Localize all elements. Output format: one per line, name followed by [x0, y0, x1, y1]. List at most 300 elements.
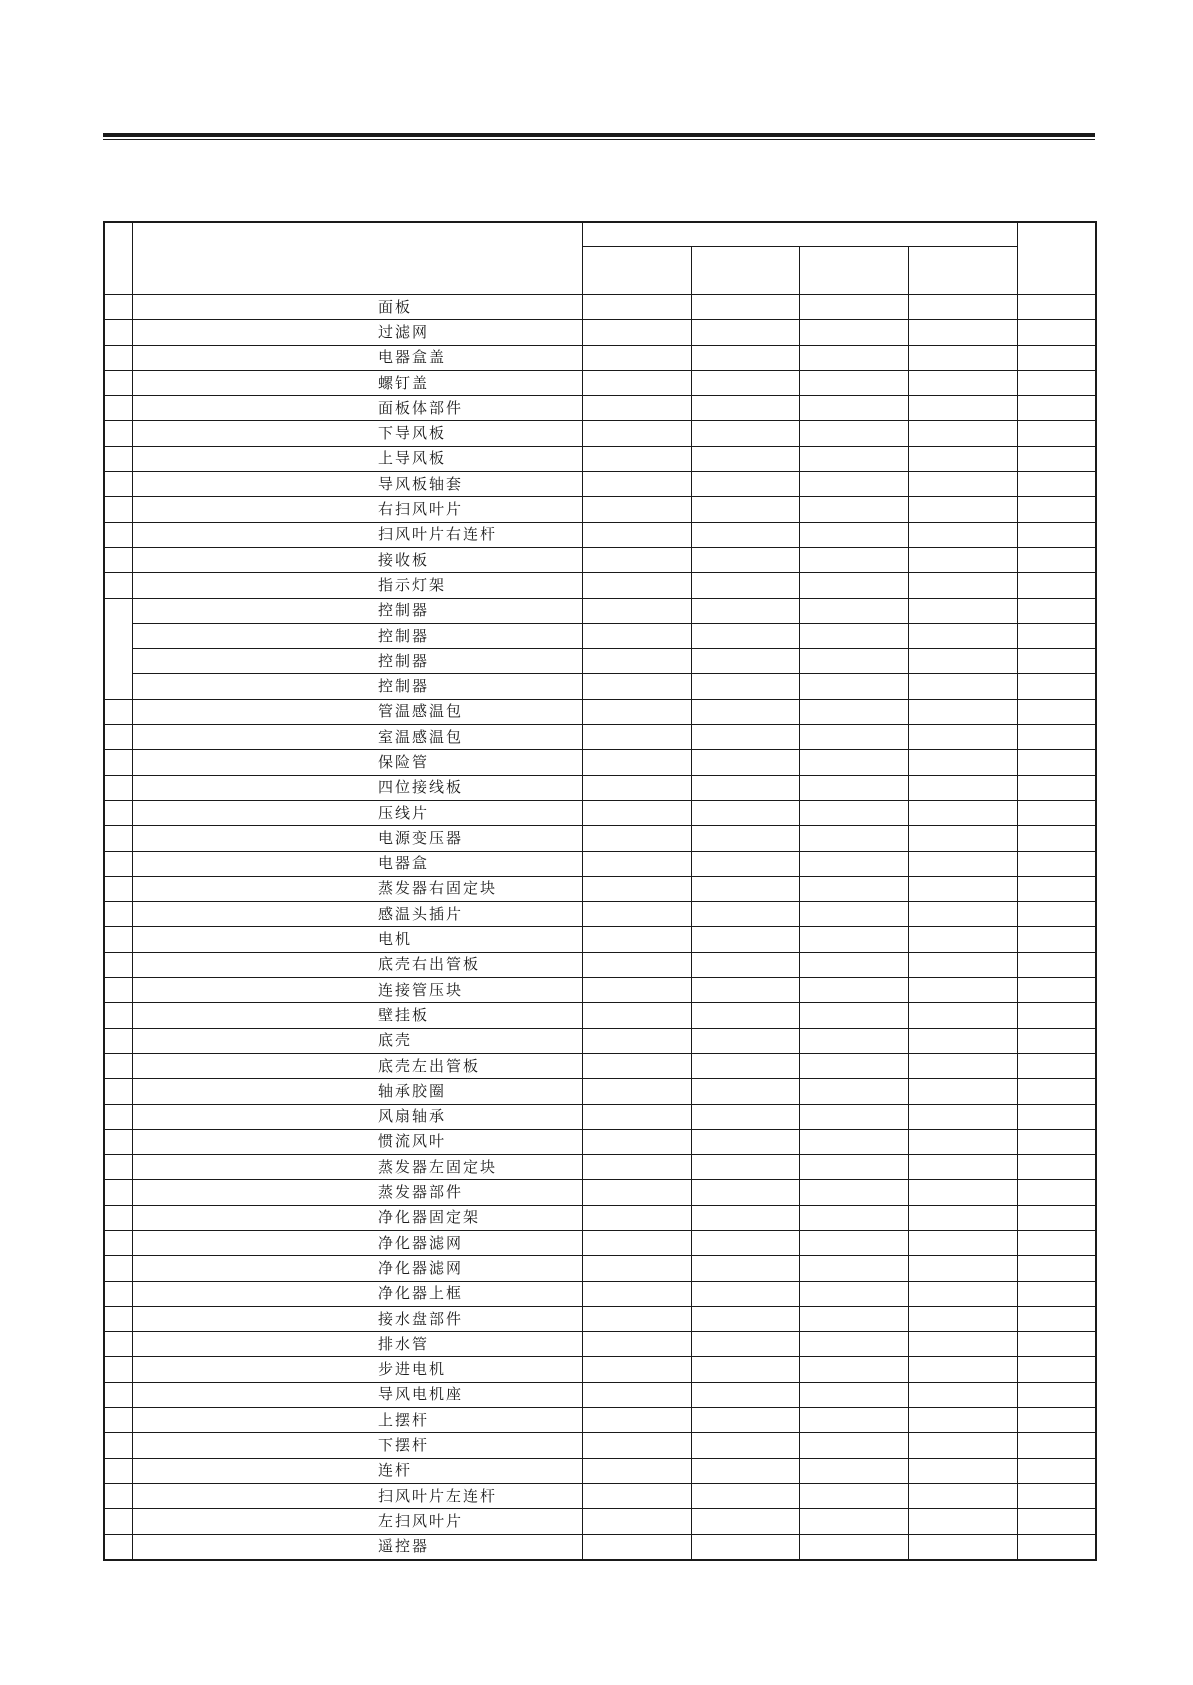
part-name-cell: 指示灯架 — [372, 573, 582, 598]
part-code-cell — [132, 674, 372, 699]
remark-cell — [1017, 1180, 1096, 1205]
quantity-cell-2 — [691, 345, 799, 370]
quantity-cell-2 — [691, 775, 799, 800]
quantity-cell-2 — [691, 472, 799, 497]
part-name-cell: 面板体部件 — [372, 396, 582, 421]
row-number-cell — [104, 573, 132, 598]
remark-cell — [1017, 1357, 1096, 1382]
quantity-cell-2 — [691, 1357, 799, 1382]
quantity-cell-4 — [908, 1003, 1017, 1028]
quantity-cell-2 — [691, 750, 799, 775]
row-number-cell — [104, 1205, 132, 1230]
quantity-cell-2 — [691, 1256, 799, 1281]
part-code-cell — [132, 1079, 372, 1104]
part-code-cell — [132, 1205, 372, 1230]
quantity-cell-4 — [908, 598, 1017, 623]
remark-cell — [1017, 699, 1096, 724]
table-row — [104, 1483, 1096, 1508]
table-row — [104, 1028, 1096, 1053]
part-code-cell — [132, 472, 372, 497]
table-row — [104, 396, 1096, 421]
row-number-cell — [104, 598, 132, 699]
row-number-cell — [104, 1180, 132, 1205]
quantity-cell-4 — [908, 1306, 1017, 1331]
part-name-cell: 净化器滤网 — [372, 1230, 582, 1255]
remark-cell — [1017, 1509, 1096, 1534]
quantity-cell-4 — [908, 1357, 1017, 1382]
part-code-cell — [132, 370, 372, 395]
row-number-cell — [104, 1408, 132, 1433]
quantity-cell-3 — [799, 851, 908, 876]
quantity-cell-4 — [908, 396, 1017, 421]
quantity-cell-2 — [691, 1230, 799, 1255]
quantity-cell-3 — [799, 952, 908, 977]
row-number-cell — [104, 1281, 132, 1306]
quantity-cell-1 — [582, 1357, 691, 1382]
part-code-cell — [132, 1306, 372, 1331]
part-name-cell: 保险管 — [372, 750, 582, 775]
table-row — [104, 649, 1096, 674]
quantity-cell-1 — [582, 1028, 691, 1053]
quantity-cell-1 — [582, 1281, 691, 1306]
row-number-cell — [104, 978, 132, 1003]
row-number-cell — [104, 497, 132, 522]
quantity-cell-3 — [799, 927, 908, 952]
quantity-cell-3 — [799, 1129, 908, 1154]
quantity-cell-3 — [799, 1408, 908, 1433]
quantity-cell-2 — [691, 1281, 799, 1306]
table-row — [104, 320, 1096, 345]
part-code-cell — [132, 446, 372, 471]
table-row — [104, 623, 1096, 648]
quantity-cell-2 — [691, 497, 799, 522]
table-row — [104, 826, 1096, 851]
remark-cell — [1017, 623, 1096, 648]
quantity-cell-4 — [908, 927, 1017, 952]
part-name-cell: 轴承胶圈 — [372, 1079, 582, 1104]
row-number-cell — [104, 472, 132, 497]
row-number-cell — [104, 1458, 132, 1483]
table-row — [104, 1230, 1096, 1255]
part-code-cell — [132, 547, 372, 572]
part-name-cell: 排水管 — [372, 1332, 582, 1357]
row-number-cell — [104, 1230, 132, 1255]
table-row — [104, 902, 1096, 927]
table-row — [104, 1079, 1096, 1104]
part-name-cell: 蒸发器左固定块 — [372, 1155, 582, 1180]
quantity-cell-3 — [799, 623, 908, 648]
header-rule-thick — [103, 133, 1095, 137]
part-name-cell: 四位接线板 — [372, 775, 582, 800]
quantity-cell-2 — [691, 876, 799, 901]
part-code-cell — [132, 522, 372, 547]
quantity-cell-4 — [908, 674, 1017, 699]
table-row — [104, 370, 1096, 395]
row-number-cell — [104, 1433, 132, 1458]
part-code-cell — [132, 573, 372, 598]
part-code-cell — [132, 598, 372, 623]
quantity-cell-2 — [691, 1079, 799, 1104]
table-row — [104, 421, 1096, 446]
part-name-cell: 电机 — [372, 927, 582, 952]
quantity-cell-1 — [582, 826, 691, 851]
part-name-cell: 控制器 — [372, 598, 582, 623]
quantity-cell-2 — [691, 396, 799, 421]
part-name-cell: 壁挂板 — [372, 1003, 582, 1028]
table-row — [104, 851, 1096, 876]
quantity-cell-2 — [691, 1155, 799, 1180]
part-name-cell: 扫风叶片右连杆 — [372, 522, 582, 547]
quantity-cell-2 — [691, 978, 799, 1003]
row-number-cell — [104, 320, 132, 345]
table-row — [104, 1281, 1096, 1306]
part-code-cell — [132, 699, 372, 724]
quantity-cell-2 — [691, 952, 799, 977]
quantity-cell-1 — [582, 1509, 691, 1534]
quantity-cell-1 — [582, 1230, 691, 1255]
quantity-cell-2 — [691, 902, 799, 927]
table-row — [104, 1155, 1096, 1180]
quantity-cell-3 — [799, 649, 908, 674]
table-row — [104, 1104, 1096, 1129]
part-name-cell: 净化器上框 — [372, 1281, 582, 1306]
part-name-cell: 步进电机 — [372, 1357, 582, 1382]
part-name-cell: 室温感温包 — [372, 725, 582, 750]
remark-cell — [1017, 1003, 1096, 1028]
remark-cell — [1017, 674, 1096, 699]
quantity-cell-1 — [582, 1180, 691, 1205]
quantity-cell-2 — [691, 699, 799, 724]
quantity-cell-3 — [799, 547, 908, 572]
table-row — [104, 1433, 1096, 1458]
quantity-cell-2 — [691, 1534, 799, 1560]
row-number-cell — [104, 725, 132, 750]
quantity-cell-3 — [799, 320, 908, 345]
part-code-cell — [132, 1483, 372, 1508]
remark-cell — [1017, 1230, 1096, 1255]
remark-cell — [1017, 800, 1096, 825]
table-row — [104, 750, 1096, 775]
remark-cell — [1017, 1382, 1096, 1407]
table-row — [104, 927, 1096, 952]
quantity-cell-3 — [799, 1281, 908, 1306]
quantity-cell-2 — [691, 1053, 799, 1078]
remark-cell — [1017, 1104, 1096, 1129]
row-number-cell — [104, 396, 132, 421]
part-name-cell: 扫风叶片左连杆 — [372, 1483, 582, 1508]
quantity-cell-3 — [799, 1458, 908, 1483]
remark-cell — [1017, 1408, 1096, 1433]
remark-cell — [1017, 472, 1096, 497]
quantity-cell-1 — [582, 573, 691, 598]
part-name-cell: 风扇轴承 — [372, 1104, 582, 1129]
quantity-cell-1 — [582, 1483, 691, 1508]
row-number-cell — [104, 826, 132, 851]
table-row — [104, 876, 1096, 901]
row-number-cell — [104, 851, 132, 876]
quantity-cell-1 — [582, 547, 691, 572]
table-header-row — [104, 222, 1096, 247]
remark-cell — [1017, 370, 1096, 395]
quantity-cell-1 — [582, 598, 691, 623]
table-row — [104, 497, 1096, 522]
part-name-cell: 蒸发器右固定块 — [372, 876, 582, 901]
quantity-cell-3 — [799, 725, 908, 750]
part-code-cell — [132, 1129, 372, 1154]
part-code-cell — [132, 1256, 372, 1281]
table-row — [104, 1509, 1096, 1534]
quantity-cell-2 — [691, 1458, 799, 1483]
remark-cell — [1017, 1483, 1096, 1508]
part-name-cell: 右扫风叶片 — [372, 497, 582, 522]
quantity-cell-3 — [799, 1155, 908, 1180]
part-name-cell: 净化器滤网 — [372, 1256, 582, 1281]
part-code-cell — [132, 1003, 372, 1028]
quantity-cell-1 — [582, 1104, 691, 1129]
quantity-cell-3 — [799, 1509, 908, 1534]
header-model-cell-3 — [799, 247, 908, 295]
quantity-cell-3 — [799, 1483, 908, 1508]
quantity-cell-2 — [691, 1129, 799, 1154]
quantity-cell-2 — [691, 851, 799, 876]
table-row — [104, 573, 1096, 598]
quantity-cell-4 — [908, 1053, 1017, 1078]
table-row — [104, 1382, 1096, 1407]
quantity-cell-4 — [908, 1205, 1017, 1230]
quantity-cell-2 — [691, 725, 799, 750]
quantity-cell-1 — [582, 978, 691, 1003]
remark-cell — [1017, 345, 1096, 370]
part-name-cell: 左扫风叶片 — [372, 1509, 582, 1534]
quantity-cell-4 — [908, 725, 1017, 750]
table-row — [104, 295, 1096, 320]
remark-cell — [1017, 573, 1096, 598]
part-name-cell: 上导风板 — [372, 446, 582, 471]
quantity-cell-1 — [582, 295, 691, 320]
row-number-cell — [104, 1306, 132, 1331]
quantity-cell-2 — [691, 1433, 799, 1458]
quantity-cell-3 — [799, 370, 908, 395]
part-code-cell — [132, 1408, 372, 1433]
quantity-cell-1 — [582, 396, 691, 421]
header-model-cell-4 — [908, 247, 1017, 295]
part-name-cell: 净化器固定架 — [372, 1205, 582, 1230]
remark-cell — [1017, 1281, 1096, 1306]
part-name-cell: 下导风板 — [372, 421, 582, 446]
table-row — [104, 1357, 1096, 1382]
part-code-cell — [132, 396, 372, 421]
quantity-cell-1 — [582, 1205, 691, 1230]
part-code-cell — [132, 1509, 372, 1534]
part-name-cell: 电器盒盖 — [372, 345, 582, 370]
quantity-cell-3 — [799, 1357, 908, 1382]
quantity-cell-2 — [691, 927, 799, 952]
quantity-cell-3 — [799, 446, 908, 471]
part-name-cell: 导风板轴套 — [372, 472, 582, 497]
remark-cell — [1017, 1079, 1096, 1104]
quantity-cell-3 — [799, 598, 908, 623]
table-row — [104, 1205, 1096, 1230]
table-row — [104, 978, 1096, 1003]
part-name-cell: 蒸发器部件 — [372, 1180, 582, 1205]
quantity-cell-2 — [691, 1306, 799, 1331]
part-name-cell: 惯流风叶 — [372, 1129, 582, 1154]
remark-cell — [1017, 1053, 1096, 1078]
quantity-cell-3 — [799, 1433, 908, 1458]
row-number-cell — [104, 1509, 132, 1534]
remark-cell — [1017, 876, 1096, 901]
part-name-cell: 电源变压器 — [372, 826, 582, 851]
quantity-cell-1 — [582, 497, 691, 522]
table-row — [104, 775, 1096, 800]
part-name-cell: 下摆杆 — [372, 1433, 582, 1458]
quantity-cell-1 — [582, 1079, 691, 1104]
row-number-cell — [104, 1129, 132, 1154]
remark-cell — [1017, 775, 1096, 800]
quantity-cell-4 — [908, 623, 1017, 648]
part-name-cell: 控制器 — [372, 649, 582, 674]
quantity-cell-4 — [908, 1408, 1017, 1433]
part-name-cell: 上摆杆 — [372, 1408, 582, 1433]
remark-cell — [1017, 1129, 1096, 1154]
remark-cell — [1017, 1332, 1096, 1357]
row-number-cell — [104, 295, 132, 320]
quantity-cell-3 — [799, 1079, 908, 1104]
quantity-cell-4 — [908, 1458, 1017, 1483]
part-code-cell — [132, 421, 372, 446]
row-number-cell — [104, 547, 132, 572]
quantity-cell-1 — [582, 1003, 691, 1028]
part-code-cell — [132, 952, 372, 977]
row-number-cell — [104, 421, 132, 446]
table-row — [104, 1332, 1096, 1357]
remark-cell — [1017, 851, 1096, 876]
quantity-cell-3 — [799, 1205, 908, 1230]
part-name-cell: 感温头插片 — [372, 902, 582, 927]
quantity-cell-4 — [908, 370, 1017, 395]
quantity-cell-4 — [908, 1483, 1017, 1508]
part-name-cell: 遥控器 — [372, 1534, 582, 1560]
quantity-cell-3 — [799, 345, 908, 370]
quantity-cell-1 — [582, 649, 691, 674]
part-name-cell: 接收板 — [372, 547, 582, 572]
quantity-cell-4 — [908, 547, 1017, 572]
quantity-cell-3 — [799, 497, 908, 522]
quantity-cell-2 — [691, 370, 799, 395]
remark-cell — [1017, 952, 1096, 977]
quantity-cell-4 — [908, 295, 1017, 320]
row-number-cell — [104, 1003, 132, 1028]
quantity-cell-2 — [691, 1104, 799, 1129]
remark-cell — [1017, 649, 1096, 674]
header-remark-cell — [1017, 222, 1096, 295]
table-row — [104, 699, 1096, 724]
table-row — [104, 1129, 1096, 1154]
quantity-cell-4 — [908, 1256, 1017, 1281]
quantity-cell-1 — [582, 1534, 691, 1560]
part-name-cell: 面板 — [372, 295, 582, 320]
quantity-cell-2 — [691, 826, 799, 851]
quantity-cell-4 — [908, 1281, 1017, 1306]
remark-cell — [1017, 320, 1096, 345]
quantity-cell-1 — [582, 1408, 691, 1433]
remark-cell — [1017, 295, 1096, 320]
remark-cell — [1017, 522, 1096, 547]
quantity-cell-4 — [908, 1534, 1017, 1560]
quantity-cell-2 — [691, 1408, 799, 1433]
quantity-cell-1 — [582, 1053, 691, 1078]
row-number-cell — [104, 699, 132, 724]
quantity-cell-4 — [908, 320, 1017, 345]
quantity-cell-2 — [691, 295, 799, 320]
quantity-cell-2 — [691, 598, 799, 623]
part-code-cell — [132, 623, 372, 648]
header-model-cell-2 — [691, 247, 799, 295]
table-row — [104, 1534, 1096, 1560]
row-number-cell — [104, 902, 132, 927]
quantity-cell-4 — [908, 1230, 1017, 1255]
parts-list-table — [103, 221, 1097, 1561]
part-code-cell — [132, 1230, 372, 1255]
remark-cell — [1017, 446, 1096, 471]
quantity-cell-1 — [582, 1332, 691, 1357]
quantity-cell-2 — [691, 1028, 799, 1053]
table-row — [104, 1306, 1096, 1331]
quantity-cell-4 — [908, 1180, 1017, 1205]
remark-cell — [1017, 1028, 1096, 1053]
quantity-cell-1 — [582, 446, 691, 471]
part-code-cell — [132, 1281, 372, 1306]
part-code-cell — [132, 649, 372, 674]
remark-cell — [1017, 902, 1096, 927]
quantity-cell-4 — [908, 497, 1017, 522]
remark-cell — [1017, 598, 1096, 623]
quantity-cell-4 — [908, 472, 1017, 497]
row-number-cell — [104, 1332, 132, 1357]
quantity-cell-1 — [582, 345, 691, 370]
part-code-cell — [132, 1180, 372, 1205]
remark-cell — [1017, 421, 1096, 446]
quantity-cell-3 — [799, 1382, 908, 1407]
table-row — [104, 446, 1096, 471]
part-code-cell — [132, 1053, 372, 1078]
quantity-cell-1 — [582, 522, 691, 547]
quantity-cell-3 — [799, 1332, 908, 1357]
part-name-cell: 接水盘部件 — [372, 1306, 582, 1331]
quantity-cell-3 — [799, 876, 908, 901]
part-name-cell: 连接管压块 — [372, 978, 582, 1003]
table-row — [104, 1003, 1096, 1028]
remark-cell — [1017, 826, 1096, 851]
part-code-cell — [132, 1104, 372, 1129]
quantity-cell-3 — [799, 1003, 908, 1028]
quantity-cell-3 — [799, 750, 908, 775]
quantity-cell-1 — [582, 370, 691, 395]
quantity-cell-2 — [691, 320, 799, 345]
quantity-cell-1 — [582, 952, 691, 977]
part-code-cell — [132, 1155, 372, 1180]
quantity-cell-2 — [691, 446, 799, 471]
table-row — [104, 547, 1096, 572]
table-row — [104, 952, 1096, 977]
part-code-cell — [132, 775, 372, 800]
quantity-cell-2 — [691, 1332, 799, 1357]
quantity-cell-3 — [799, 699, 908, 724]
quantity-cell-1 — [582, 725, 691, 750]
quantity-cell-3 — [799, 978, 908, 1003]
quantity-cell-3 — [799, 800, 908, 825]
remark-cell — [1017, 1205, 1096, 1230]
